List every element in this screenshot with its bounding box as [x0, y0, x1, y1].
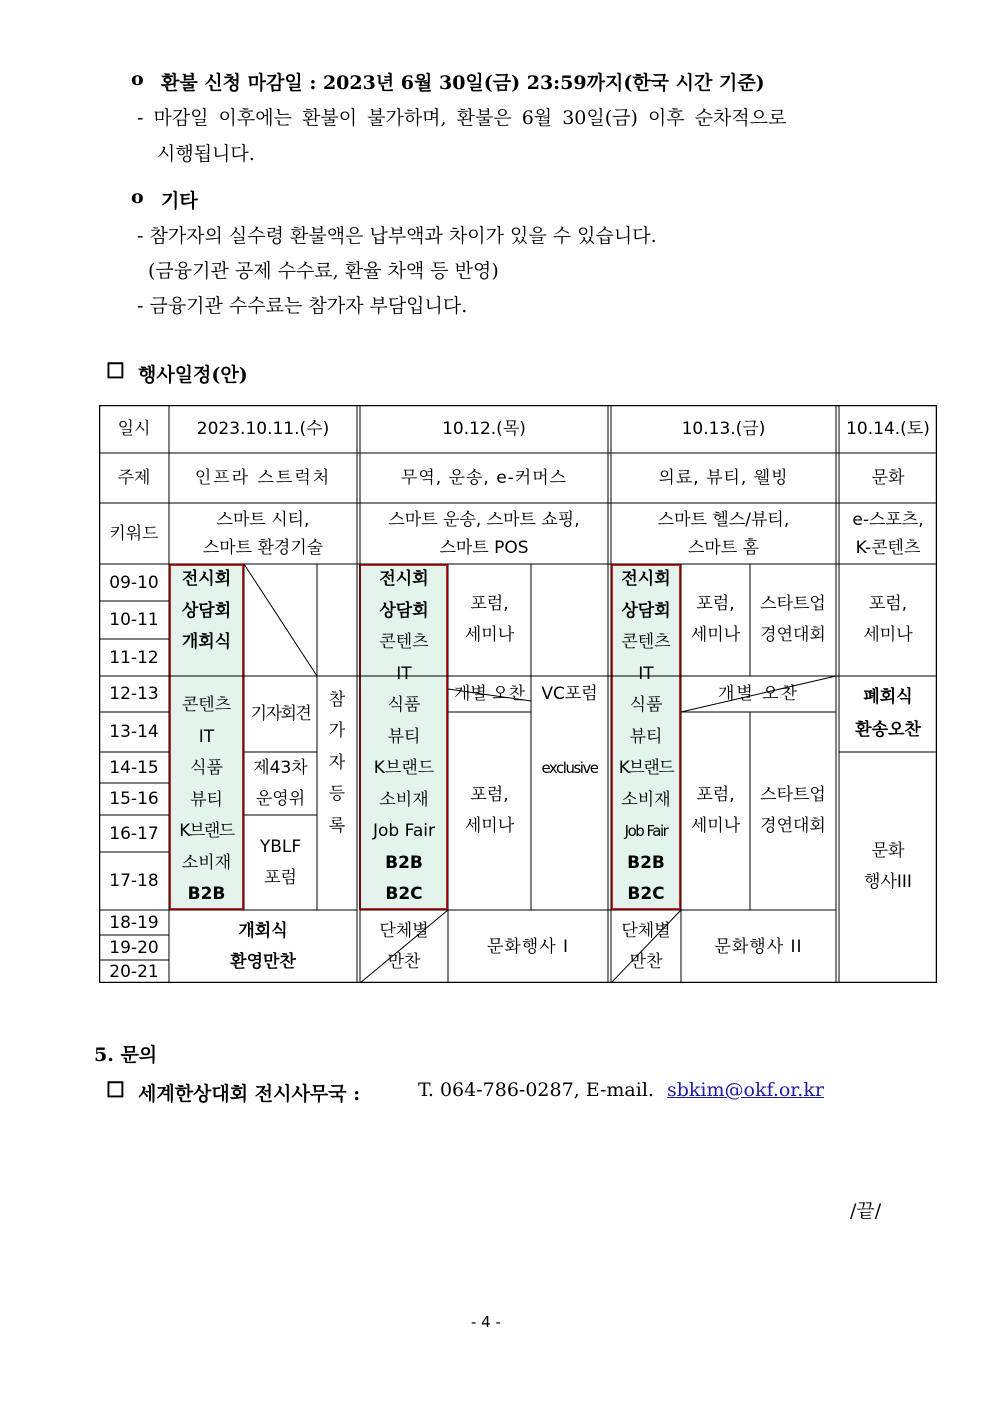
page-number: - 4 -: [471, 1313, 501, 1331]
time-slot: 16-17: [109, 823, 159, 844]
day4-closing-lunch: 폐회식 환송오찬: [855, 687, 921, 740]
day3-forum-am: 포럼, 세미나: [690, 594, 741, 645]
time-slot: 20-21: [109, 961, 159, 982]
time-slot: 19-20: [109, 937, 159, 958]
time-slot: 11-12: [109, 647, 159, 668]
day1-yblf-forum: YBLF 포럼: [259, 836, 302, 888]
day1-expo-cell: 전시회 상담회 개회식 콘텐츠 IT 식품 뷰티 K브랜드 소비재 B2B: [179, 569, 234, 904]
day1-registration: 참 가 자 등 록: [328, 689, 346, 836]
day3-culture-event: 문화행사 II: [714, 936, 803, 957]
day2-lunch: 개별 오찬: [453, 684, 526, 704]
other-line-2: (금융기관 공제 수수료, 환율 차액 등 반영): [148, 260, 499, 282]
time-slot: 13-14: [109, 722, 159, 742]
time-slot: 09-10: [109, 572, 159, 593]
theme-label: 주제: [117, 468, 151, 488]
day4-culture-event: 문화 행사III: [864, 841, 912, 892]
time-slot: 10-11: [109, 610, 159, 630]
header-day2: 10.12.(목): [442, 419, 526, 439]
day1-committee: 제43차 운영위: [253, 757, 308, 809]
header-day1: 2023.10.11.(수): [196, 419, 330, 439]
day3-group-dinner: 단체별 만찬: [621, 920, 671, 972]
keyword-day4: e-스포츠, K-콘텐츠: [852, 509, 924, 558]
refund-bullet: o: [131, 68, 144, 90]
theme-day4: 문화: [871, 468, 905, 488]
end-mark: /끝/: [850, 1200, 882, 1222]
day2-vc-forum: VC포럼: [541, 684, 598, 704]
day2-culture-event: 문화행사 I: [486, 936, 570, 957]
refund-line-2: 시행됩니다.: [157, 143, 255, 165]
theme-day1: 인프라 스트럭처: [194, 468, 332, 488]
day2-expo-cell: 전시회 상담회 콘텐츠 IT 식품 뷰티 K브랜드 소비재 Job Fair B2B B2C: [373, 569, 435, 904]
day2-forum-pm: 포럼, 세미나: [464, 785, 515, 836]
day1-press-conference: 기자회견: [250, 704, 311, 724]
day1-welcome-dinner: 개회식 환영만찬: [230, 920, 296, 972]
day3-startup-am: 스타트업 경연대회: [760, 594, 826, 645]
keyword-day1: 스마트 시티, 스마트 환경기술: [202, 509, 324, 558]
theme-day2: 무역, 운송, e-커머스: [400, 468, 568, 488]
header-day4: 10.14.(토): [846, 419, 930, 439]
schedule-table: [99, 405, 937, 983]
time-slot: 18-19: [109, 912, 159, 933]
other-line-3: - 금융기관 수수료는 참가자 부담입니다.: [137, 295, 468, 317]
time-slot: 15-16: [109, 789, 159, 809]
schedule-heading: 행사일정(안): [138, 364, 248, 386]
theme-day3: 의료, 뷰티, 웰빙: [658, 468, 789, 488]
day2-forum-am: 포럼, 세미나: [464, 594, 515, 645]
keyword-day2: 스마트 운송, 스마트 쇼핑, 스마트 POS: [388, 509, 580, 558]
day2-vc-exclusive: exclusive: [541, 758, 598, 777]
refund-heading: 환불 신청 마감일 : 2023년 6월 30일(금) 23:59까지(한국 시간 기준): [161, 72, 765, 94]
other-bullet: o: [131, 186, 144, 208]
time-slot: 14-15: [109, 757, 159, 778]
header-date-label: 일시: [117, 419, 151, 439]
keyword-day3: 스마트 헬스/뷰티, 스마트 홈: [657, 509, 790, 558]
inquiry-org: 세계한상대회 전시사무국 :: [138, 1083, 361, 1105]
day3-startup-pm: 스타트업 경연대회: [760, 785, 826, 836]
day4-forum: 포럼, 세미나: [863, 594, 913, 645]
header-day3: 10.13.(금): [681, 419, 766, 439]
inquiry-checkbox-icon: ☐: [106, 1077, 125, 1102]
other-line-1: - 참가자의 실수령 환불액은 납부액과 차이가 있을 수 있습니다.: [137, 225, 657, 247]
schedule-checkbox-icon: ☐: [106, 358, 125, 383]
day3-expo-cell: 전시회 상담회 콘텐츠 IT 식품 뷰티 K브랜드 소비재 Job Fair B2B B2C: [618, 569, 674, 904]
day3-lunch: 개별 오찬: [717, 684, 800, 704]
inquiry-email-link[interactable]: sbkim@okf.or.kr: [667, 1079, 824, 1101]
time-slot: 17-18: [109, 871, 159, 891]
inquiry-contact: T. 064-786-0287, E-mail.: [418, 1079, 654, 1101]
refund-line-1: - 마감일 이후에는 환불이 불가하며, 환불은 6월 30일(금) 이후 순차적으로: [137, 107, 787, 129]
day2-group-dinner: 단체별 만찬: [379, 920, 429, 972]
keyword-label: 키워드: [109, 523, 159, 544]
day3-forum-pm: 포럼, 세미나: [690, 785, 741, 836]
time-slot: 12-13: [109, 684, 159, 704]
inquiry-heading: 5. 문의: [94, 1044, 158, 1066]
other-heading: 기타: [161, 190, 198, 212]
